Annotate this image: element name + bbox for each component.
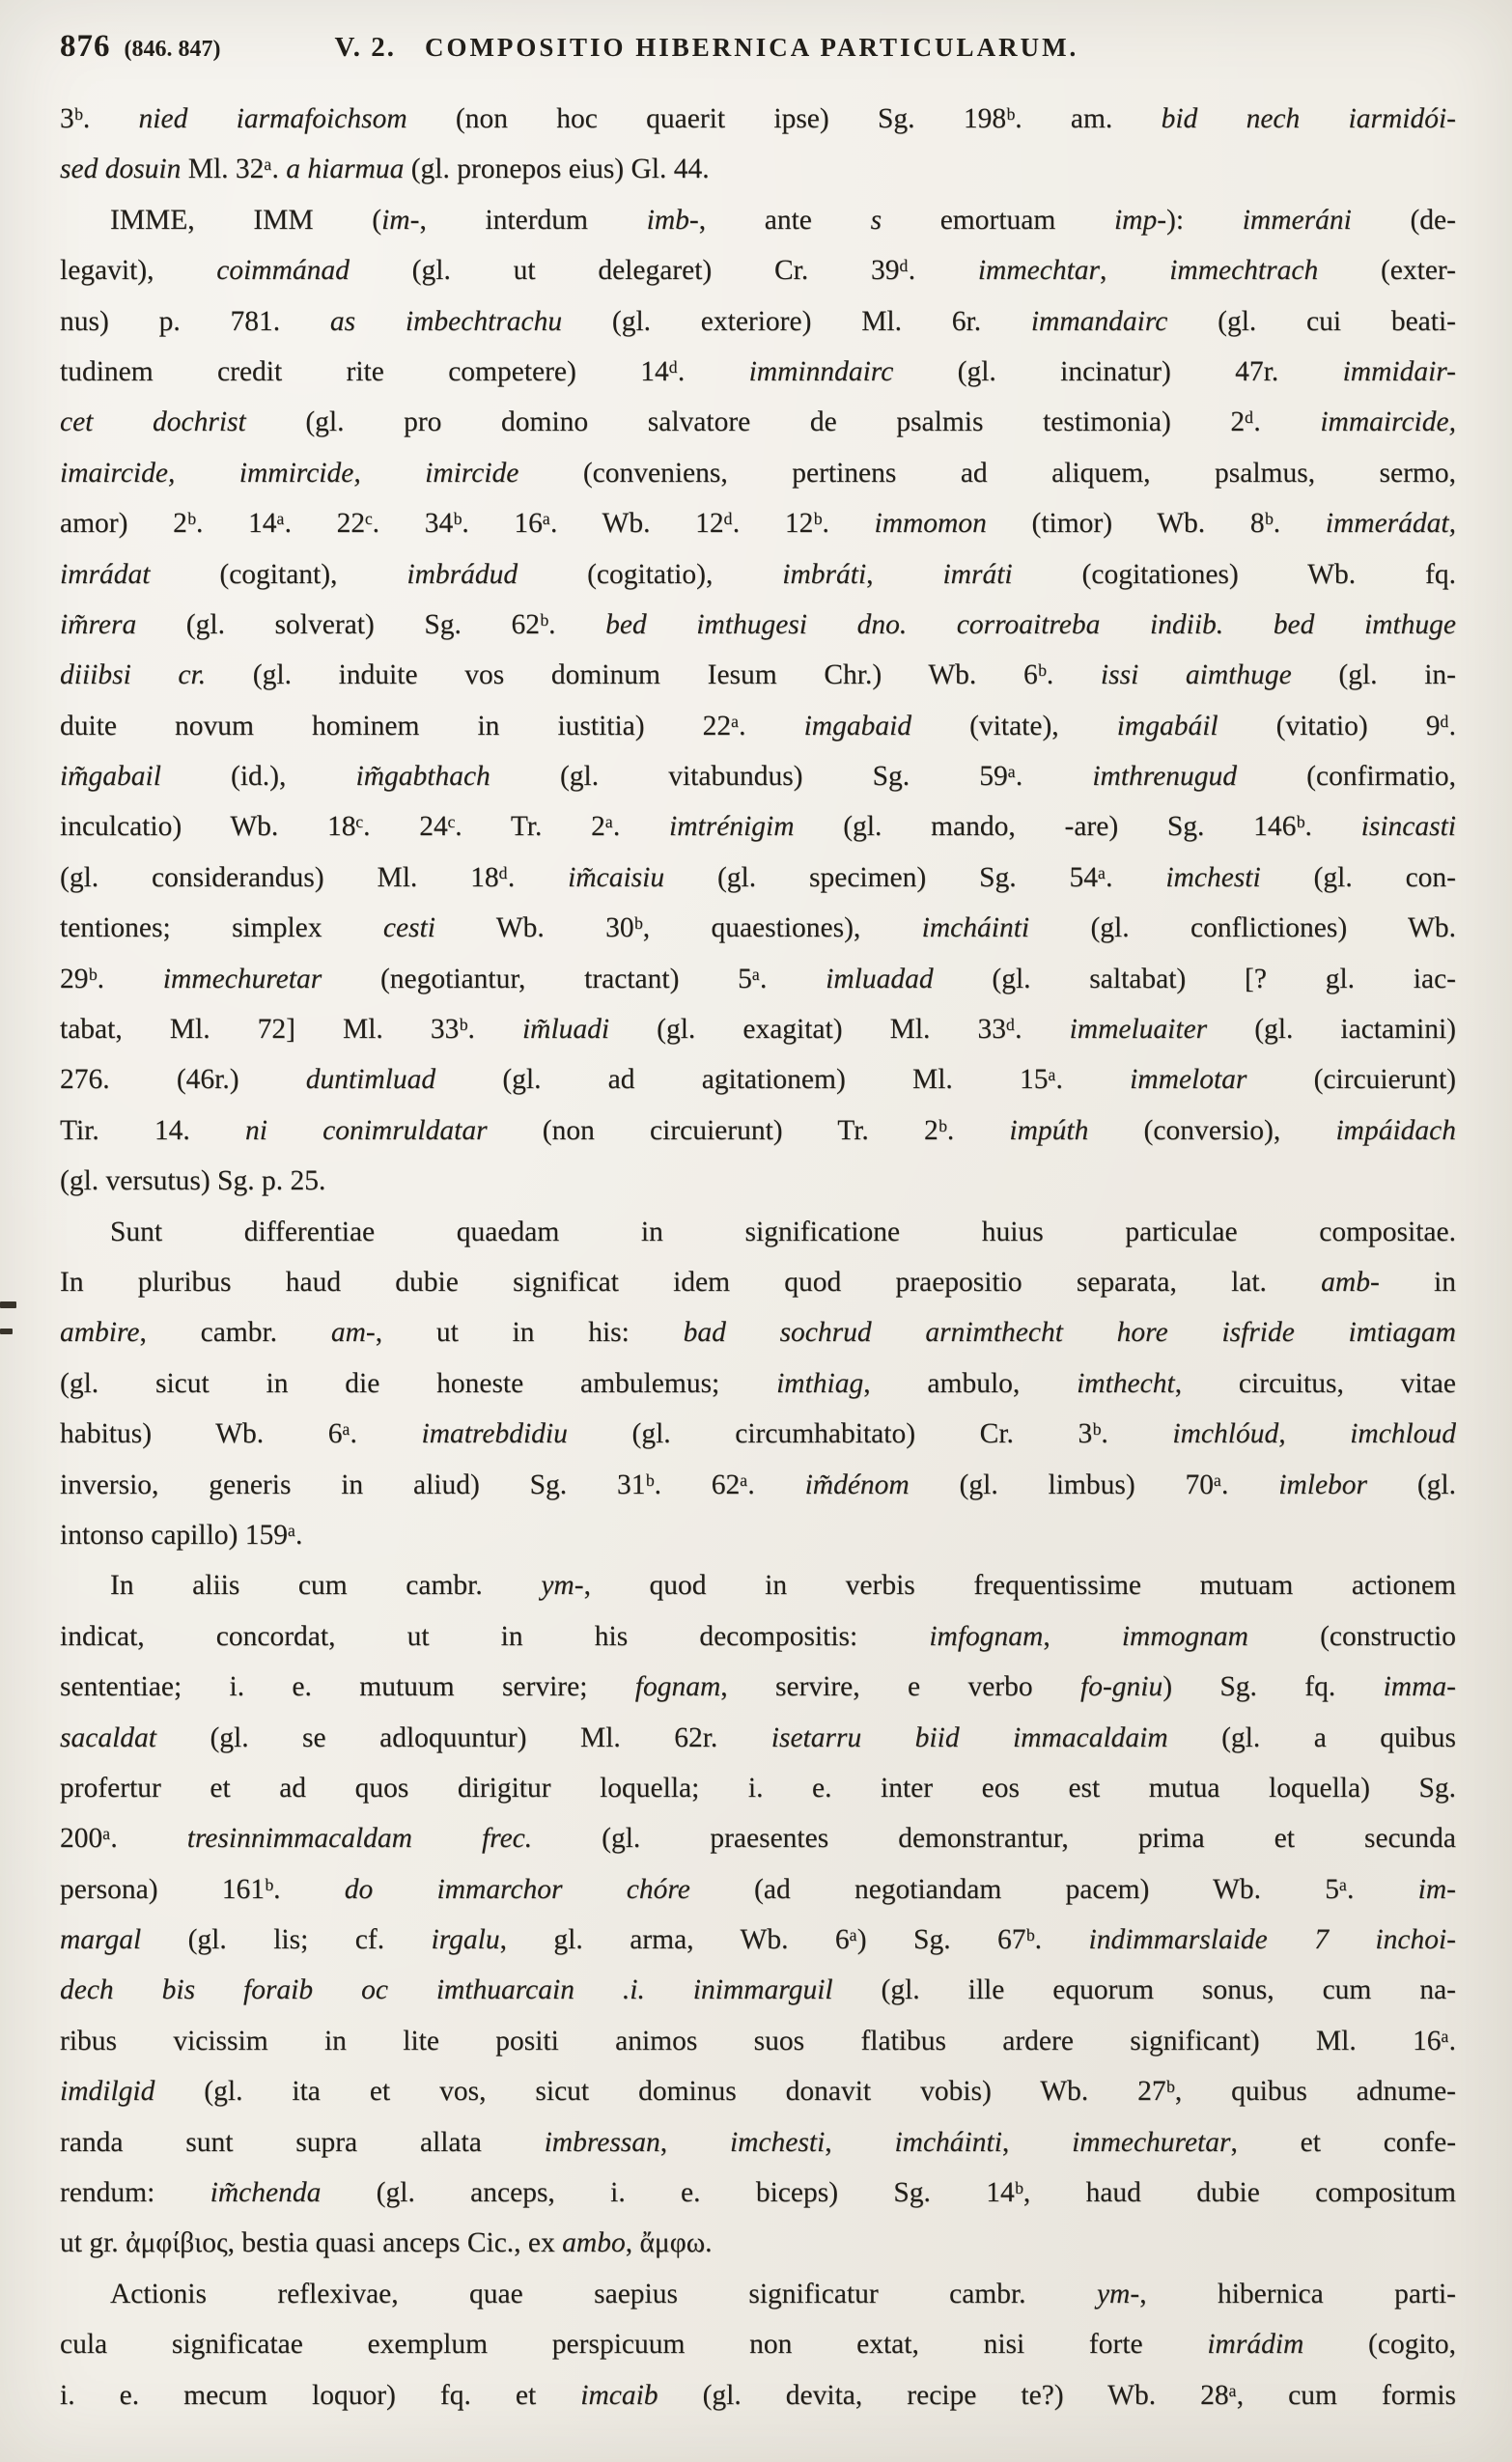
text-line: sententiae; i. e. mutuum servire; fognam, servire, e verbo fo-gniu) Sg. fq. imma-: [60, 1671, 1456, 1703]
text-line: diiibsi cr. (gl. induite vos dominum Iesum Chr.) Wb. 6ᵇ. issi aimthuge (gl. in-: [60, 659, 1456, 691]
text-block: [60, 94, 1456, 2420]
text-line: (gl. versutus) Sg. p. 25.: [60, 1165, 326, 1197]
text-line: 276. (46r.) duntimluad (gl. ad agitationem) Ml. 15ᵃ. immelotar (circuierunt): [60, 1064, 1456, 1096]
text-line: In pluribus haud dubie significat idem quod praepositio separata, lat. amb- in: [60, 1266, 1456, 1298]
text-line: i. e. mecum loquor) fq. et imcaib (gl. devita, recipe te?) Wb. 28ᵃ, cum formis: [60, 2379, 1456, 2411]
text-line: rendum: im̃chenda (gl. anceps, i. e. biceps) Sg. 14ᵇ, haud dubie compositum: [60, 2177, 1456, 2209]
page-header: [60, 29, 1456, 65]
text-line: inculcatio) Wb. 18ᶜ. 24ᶜ. Tr. 2ᵃ. imtrénigim (gl. mando, -are) Sg. 146ᵇ. isincasti: [60, 811, 1456, 843]
text-line: sed dosuin Ml. 32ᵃ. a hiarmua (gl. pronepos eius) Gl. 44.: [60, 154, 710, 185]
text-line: Tir. 14. ni conimruldatar (non circuierunt) Tr. 2ᵇ. impúth (conversio), impáidach: [60, 1114, 1456, 1146]
text-line: sacaldat (gl. se adloquuntur) Ml. 62r. isetarru biid immacaldaim (gl. a quibus: [60, 1721, 1456, 1753]
text-line: cet dochrist (gl. pro domino salvatore de psalmis testimonia) 2ᵈ. immaircide,: [60, 406, 1456, 438]
text-line: (gl. sicut in die honeste ambulemus; imthiag, ambulo, imthecht, circuitus, vitae: [60, 1367, 1456, 1399]
text-line: 3ᵇ. nied iarmafoichsom (non hoc quaerit ipse) Sg. 198ᵇ. am. bid nech iarmidói-: [60, 103, 1456, 134]
text-line: imdilgid (gl. ita et vos, sicut dominus donavit vobis) Wb. 27ᵇ, quibus adnume-: [60, 2076, 1456, 2108]
volume-label: V. 2.: [334, 32, 396, 63]
text-line: indicat, concordat, ut in his decompositis: imfognam, immognam (constructio: [60, 1620, 1456, 1652]
scan-artifact-mark: [0, 1329, 13, 1334]
text-line: imaircide, immircide, imircide (conveniens, pertinens ad aliquem, psalmus, sermo,: [60, 457, 1456, 489]
text-line: dech bis foraib oc imthuarcain .i. inimmarguil (gl. ille equorum sonus, cum na-: [60, 1974, 1456, 2006]
text-line: tentiones; simplex cesti Wb. 30ᵇ, quaestiones), imcháinti (gl. conflictiones) Wb.: [60, 912, 1456, 944]
text-line: 200ᵃ. tresinnimmacaldam frec. (gl. praesentes demonstrantur, prima et secunda: [60, 1823, 1456, 1855]
text-line: tudinem credit rite competere) 14ᵈ. imminndairc (gl. incinatur) 47r. immidair-: [60, 355, 1456, 387]
text-line: imrádat (cogitant), imbrádud (cogitatio), imbráti, imráti (cogitationes) Wb. fq.: [60, 558, 1456, 590]
text-line: randa sunt supra allata imbressan, imchesti, imcháinti, immechuretar, et confe-: [60, 2126, 1456, 2158]
text-line: 29ᵇ. immechuretar (negotiantur, tractant) 5ᵃ. imluadad (gl. saltabat) [? gl. iac-: [60, 963, 1456, 994]
text-line: habitus) Wb. 6ᵃ. imatrebdidiu (gl. circumhabitato) Cr. 3ᵇ. imchlóud, imchloud: [60, 1418, 1456, 1450]
text-line: In aliis cum cambr. ym-, quod in verbis frequentissime mutuam actionem: [110, 1570, 1456, 1602]
text-line: nus) p. 781. as imbechtrachu (gl. exteriore) Ml. 6r. immandairc (gl. cui beati-: [60, 305, 1456, 337]
text-line: ambire, cambr. am-, ut in his: bad sochrud arnimthecht hore isfride imtiagam: [60, 1317, 1456, 1349]
text-line: im̃gabail (id.), im̃gabthach (gl. vitabundus) Sg. 59ᵃ. imthrenugud (confirmatio,: [60, 761, 1456, 793]
text-line: intonso capillo) 159ᵃ.: [60, 1519, 303, 1551]
folio-reference: (846. 847): [124, 37, 221, 62]
page-number: 876: [60, 29, 111, 64]
text-line: duite novum hominem in iustitia) 22ᵃ. imgabaid (vitate), imgabáil (vitatio) 9ᵈ.: [60, 710, 1456, 741]
text-line: Sunt differentiae quaedam in significatione huius particulae compositae.: [110, 1216, 1456, 1247]
text-line: legavit), coimmánad (gl. ut delegaret) Cr. 39ᵈ. immechtar, immechtrach (exter-: [60, 255, 1456, 287]
text-line: Actionis reflexivae, quae saepius significatur cambr. ym-, hibernica parti-: [110, 2278, 1456, 2309]
text-line: amor) 2ᵇ. 14ᵃ. 22ᶜ. 34ᵇ. 16ᵃ. Wb. 12ᵈ. 12ᵇ. immomon (timor) Wb. 8ᵇ. immerádat,: [60, 508, 1456, 540]
text-line: profertur et ad quos dirigitur loquella; i. e. inter eos est mutua loquella) Sg.: [60, 1772, 1456, 1804]
text-line: (gl. considerandus) Ml. 18ᵈ. im̃caisiu (gl. specimen) Sg. 54ᵃ. imchesti (gl. con-: [60, 861, 1456, 893]
text-line: im̃rera (gl. solverat) Sg. 62ᵇ. bed imthugesi dno. corroaitreba indiib. bed imthuge: [60, 608, 1456, 640]
text-line: cula significatae exemplum perspicuum non extat, nisi forte imrádim (cogito,: [60, 2329, 1456, 2361]
text-line: inversio, generis in aliud) Sg. 31ᵇ. 62ᵃ. im̃dénom (gl. limbus) 70ᵃ. imlebor (gl.: [60, 1469, 1456, 1500]
scan-artifact-mark: [0, 1301, 16, 1308]
text-line: ribus vicissim in lite positi animos suos flatibus ardere significant) Ml. 16ᵃ.: [60, 2025, 1456, 2056]
text-line: persona) 161ᵇ. do immarchor chóre (ad negotiandam pacem) Wb. 5ᵃ. im-: [60, 1873, 1456, 1905]
text-line: ut gr. ἀμφίβιος, bestia quasi anceps Cic., ex ambo, ἄμφω.: [60, 2227, 713, 2259]
text-line: margal (gl. lis; cf. irgalu, gl. arma, Wb. 6ᵃ) Sg. 67ᵇ. indimmarslaide 7 inchoi-: [60, 1924, 1456, 1956]
text-line: IMME, IMM (im-, interdum imb-, ante s emortuam imp-): immeráni (de-: [110, 204, 1456, 236]
running-title: COMPOSITIO HIBERNICA PARTICULARUM.: [424, 33, 1079, 62]
text-line: tabat, Ml. 72] Ml. 33ᵇ. im̃luadi (gl. exagitat) Ml. 33ᵈ. immeluaiter (gl. iactamini): [60, 1014, 1456, 1046]
